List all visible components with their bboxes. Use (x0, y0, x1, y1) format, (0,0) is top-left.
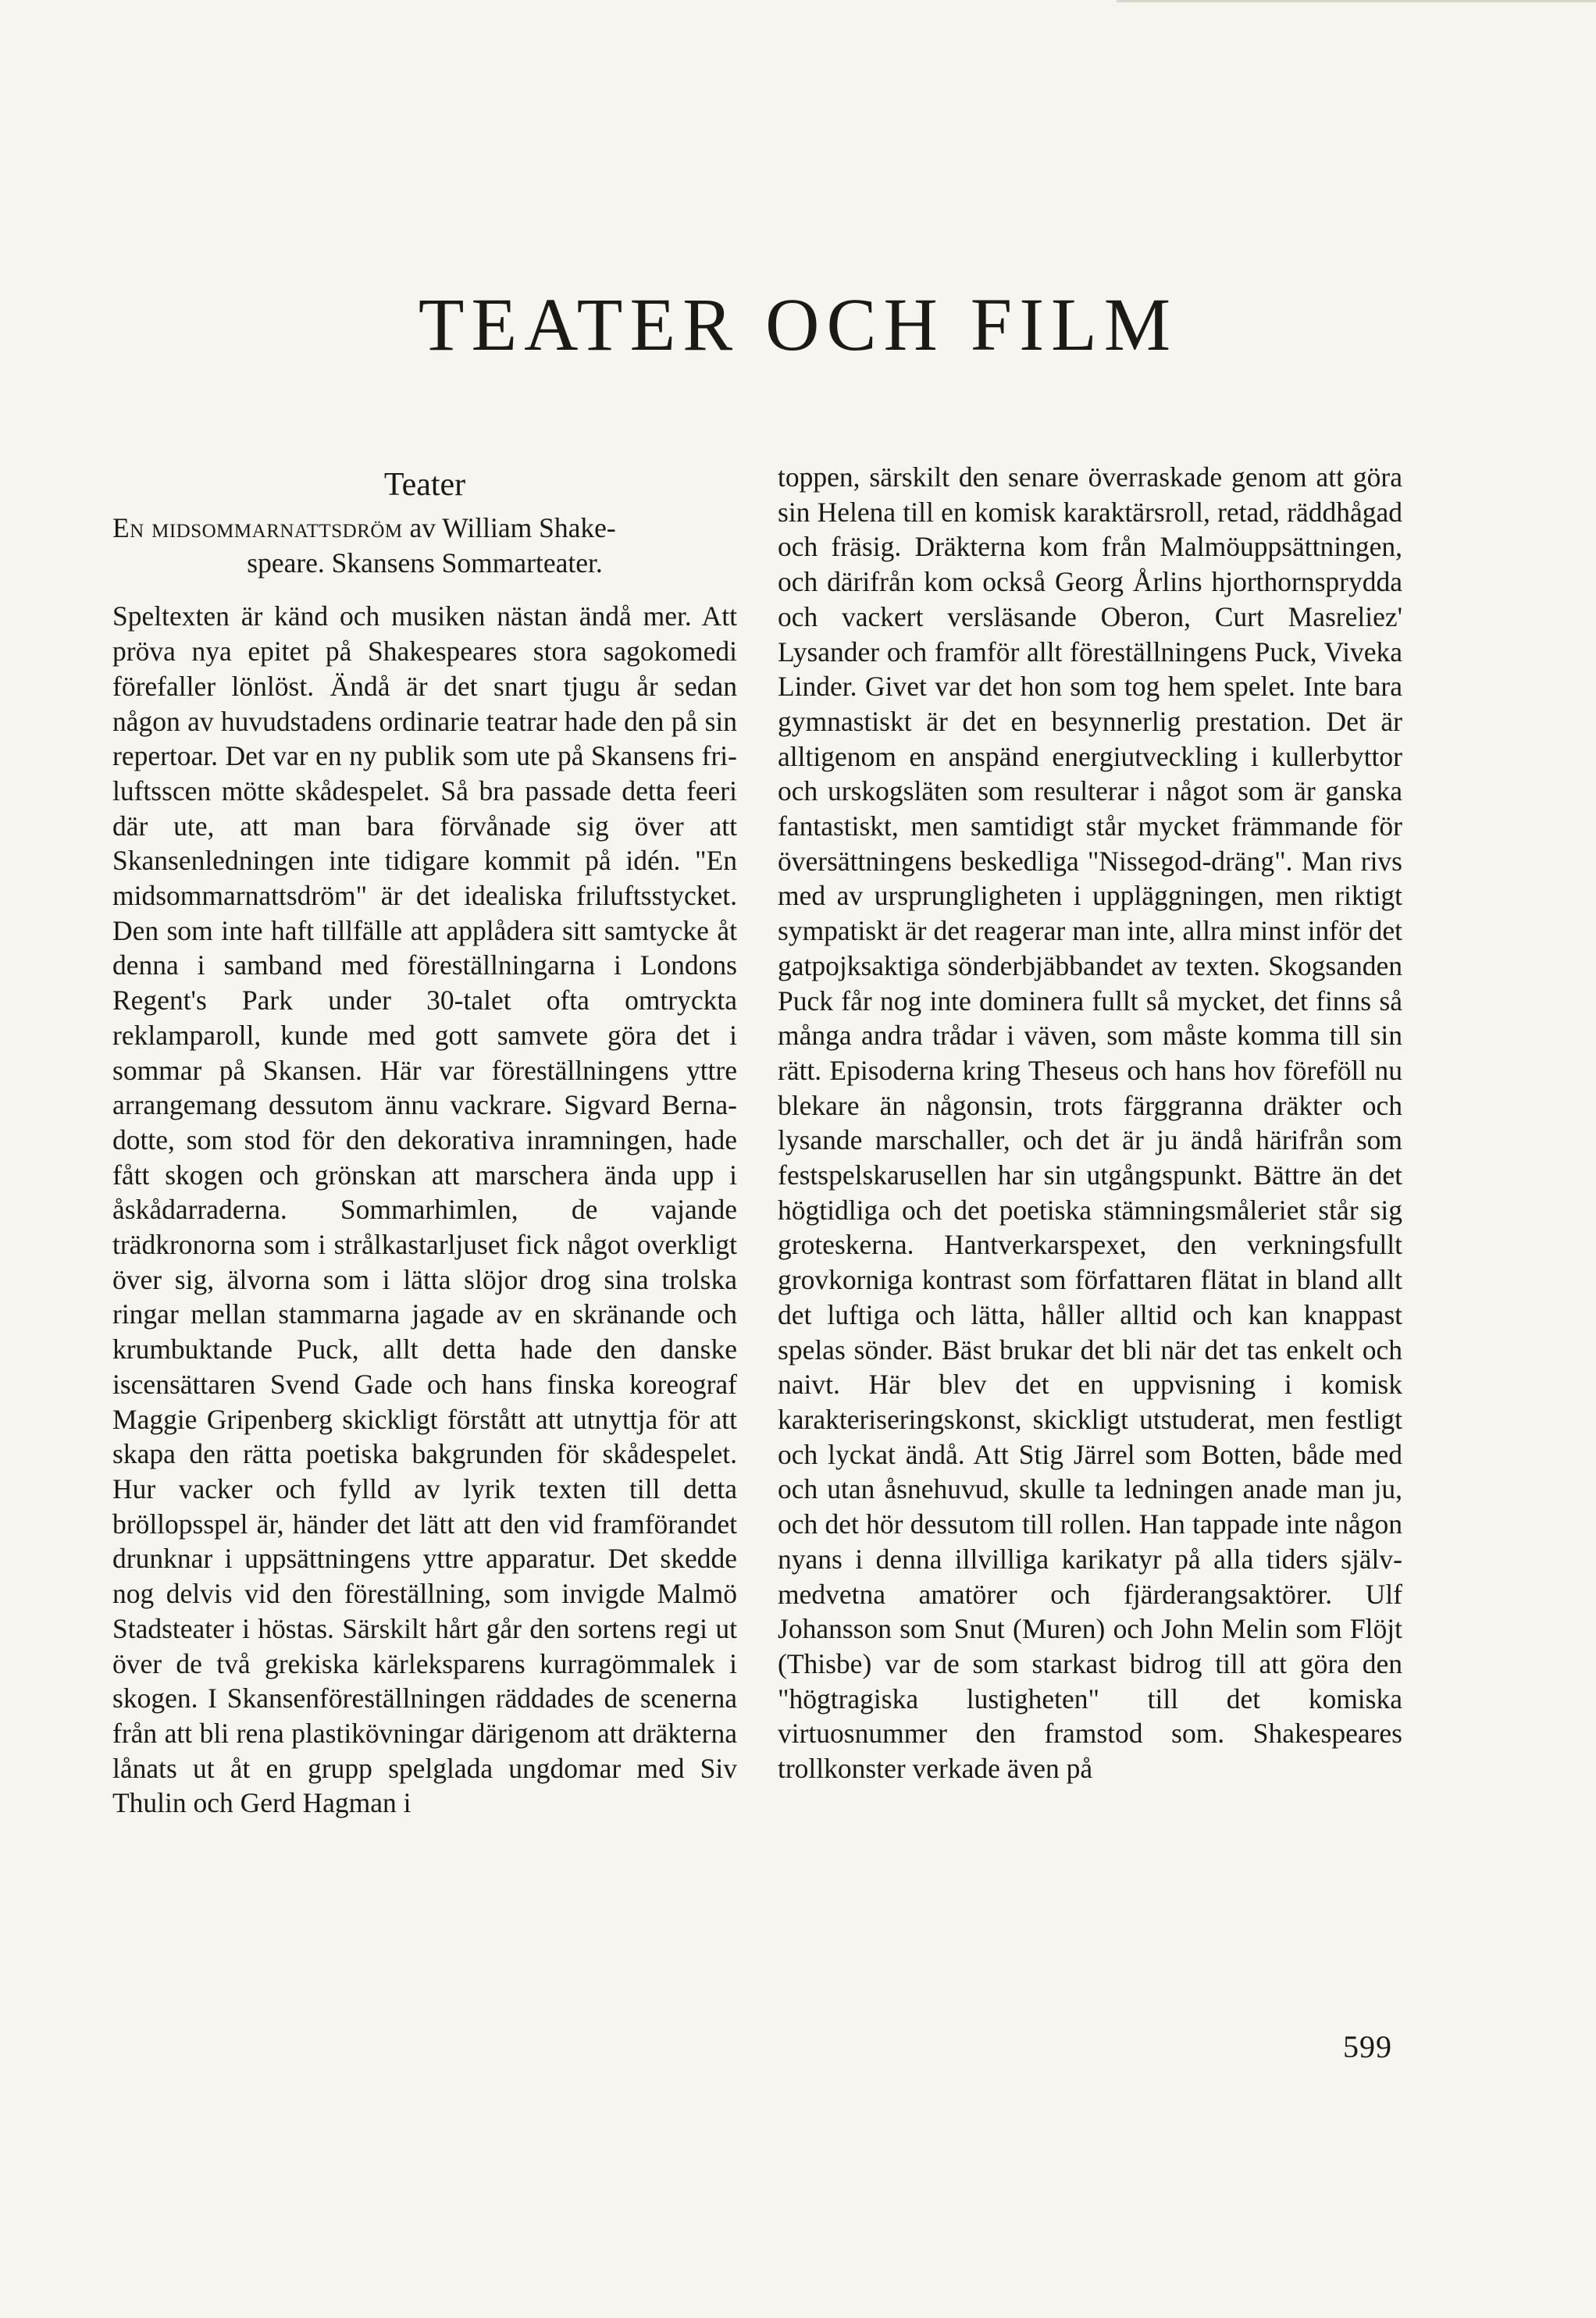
left-column (112, 465, 737, 1821)
page-number: 599 (1343, 2029, 1392, 2064)
top-edge-rule (1117, 0, 1596, 2)
play-heading (112, 511, 737, 580)
review-text-right: toppen, särskilt den senare överraskade genom att göra sin Helena till en komisk karaktärsroll, retad, räddhågad och fräsig. Dräkterna kom från Malmöuppsättningen, och därifrån kom också Georg Årlins hjorthornsprydda och vackert versläsande Oberon, Curt Masreliez' Lysander och framför allt föreställningens Puck, Viveka Linder. Givet var det hon som tog hem spelet. Inte bara gymnastiskt är det en besynnerlig prestation. Det är alltigenom en anspänd energiutveckling i kullerbyttor och urskogsläten som resulterar i något som är ganska fantastiskt, men samtidigt står mycket främmande för översättningens beskedliga "Nissegod-dräng". Man rivs med av ursprungligheten i uppläggningen, men riktigt sympatiskt är det reagerar man inte, allra minst inför det gatpojksaktiga sönderbjäbbandet av texten. Skogsanden Puck får nog inte dominera fullt så mycket, det finns så många andra trådar i väven, som måste komma till sin rätt. Episoderna kring Theseus och hans hov föreföll nu blekare än någonsin, trots färggranna dräkter och lysande marschaller, och det är ju ändå härifrån som festspelskarusellen har sin utgångspunkt. Bättre än det högtidliga och det poetiska stämningsmåleriet står sig groteskerna. Hantverkarspexet, den verkningsfullt grovkorniga kontrast som författaren flätat in bland allt det luftiga och lätta, håller alltid och kan knappast spelas sönder. Bäst brukar det bli när det tas enkelt och naivt. Här blev det en uppvisning i komisk karakteriseringskonst, skickligt utstuderat, men festligt och lyckat ändå. Att Stig Järrel som Botten, både med och utan åsnehuvud, skulle ta ledningen anade man ju, och det hör dessutom till rollen. Han tappade inte någon nyans i denna illvilliga karikatyr på alla tiders självmedvetna amatörer och fjärderangsaktörer. Ulf Johansson som Snut (Muren) och John Melin som Flöjt (Thisbe) var de som starkast bidrog till att göra den "högtragiska lustigheten" till det komiska virtuosnummer den framstod som. Shakespeares trollkonster verkade även på (778, 461, 1402, 1785)
right-column (778, 460, 1402, 1786)
play-author: av William Shake- (409, 512, 616, 543)
play-title: En midsommarnattsdröm (112, 512, 403, 543)
play-venue: speare. Skansens Sommarteater. (247, 547, 603, 579)
section-heading: Teater (383, 467, 466, 503)
review-text-left: Speltexten är känd och musiken nästan ändå mer. Att pröva nya epitet på Shakespeares stora sagokomedi förefaller lönlöst. Ändå är det snart tjugu år sedan någon av huvudstadens ordinarie teatrar hade den på sin repertoar. Det var en ny publik som ute på Skansens friluftsscen mötte skådespelet. Så bra passade detta feeri där ute, att man bara förvånade sig över att Skansenledningen inte tidigare kommit på idén. "En midsommarnattsdröm" är det idealiska friluftsstycket. Den som inte haft tillfälle att applådera sitt samtycke åt denna i samband med föreställningarna i Londons Regent's Park under 30-talet ofta omtryckta reklamparoll, kunde med gott samvete göra det i sommar på Skansen. Här var föreställningens yttre arrangemang dessutom ännu vackrare. Sigvard Bernadotte, som stod för den dekorativa inramningen, hade fått skogen och grönskan att marschera ända upp i åskådarraderna. Sommarhimlen, de vajande trädkronorna som i strålkastarljuset fick något overkligt över sig, älvorna som i lätta slöjor drog sina trolska ringar mellan stammarna jagade av en skränande och krumbuktande Puck, allt detta hade den danske iscensättaren Svend Gade och hans finska koreograf Maggie Gripenberg skickligt förstått att utnyttja för att skapa den rätta poetiska bakgrunden för skådespelet. Hur vacker och fylld av lyrik texten till detta bröllopsspel är, händer det lätt att den vid framförandet drunknar i uppsättningens yttre apparatur. Det skedde nog delvis vid den föreställning, som invigde Malmö Stadsteater i höstas. Särskilt hårt går den sortens regi ut över de två grekiska kärleksparens kurragömmalek i skogen. I Skansenföreställningen räddades de scenerna från att bli rena plastikövningar därigenom att dräkterna lånats ut åt en grupp spelglada ungdomar med Siv Thulin och Gerd Hagman i (112, 600, 737, 1819)
page-title: TEATER OCH FILM (418, 283, 1178, 366)
